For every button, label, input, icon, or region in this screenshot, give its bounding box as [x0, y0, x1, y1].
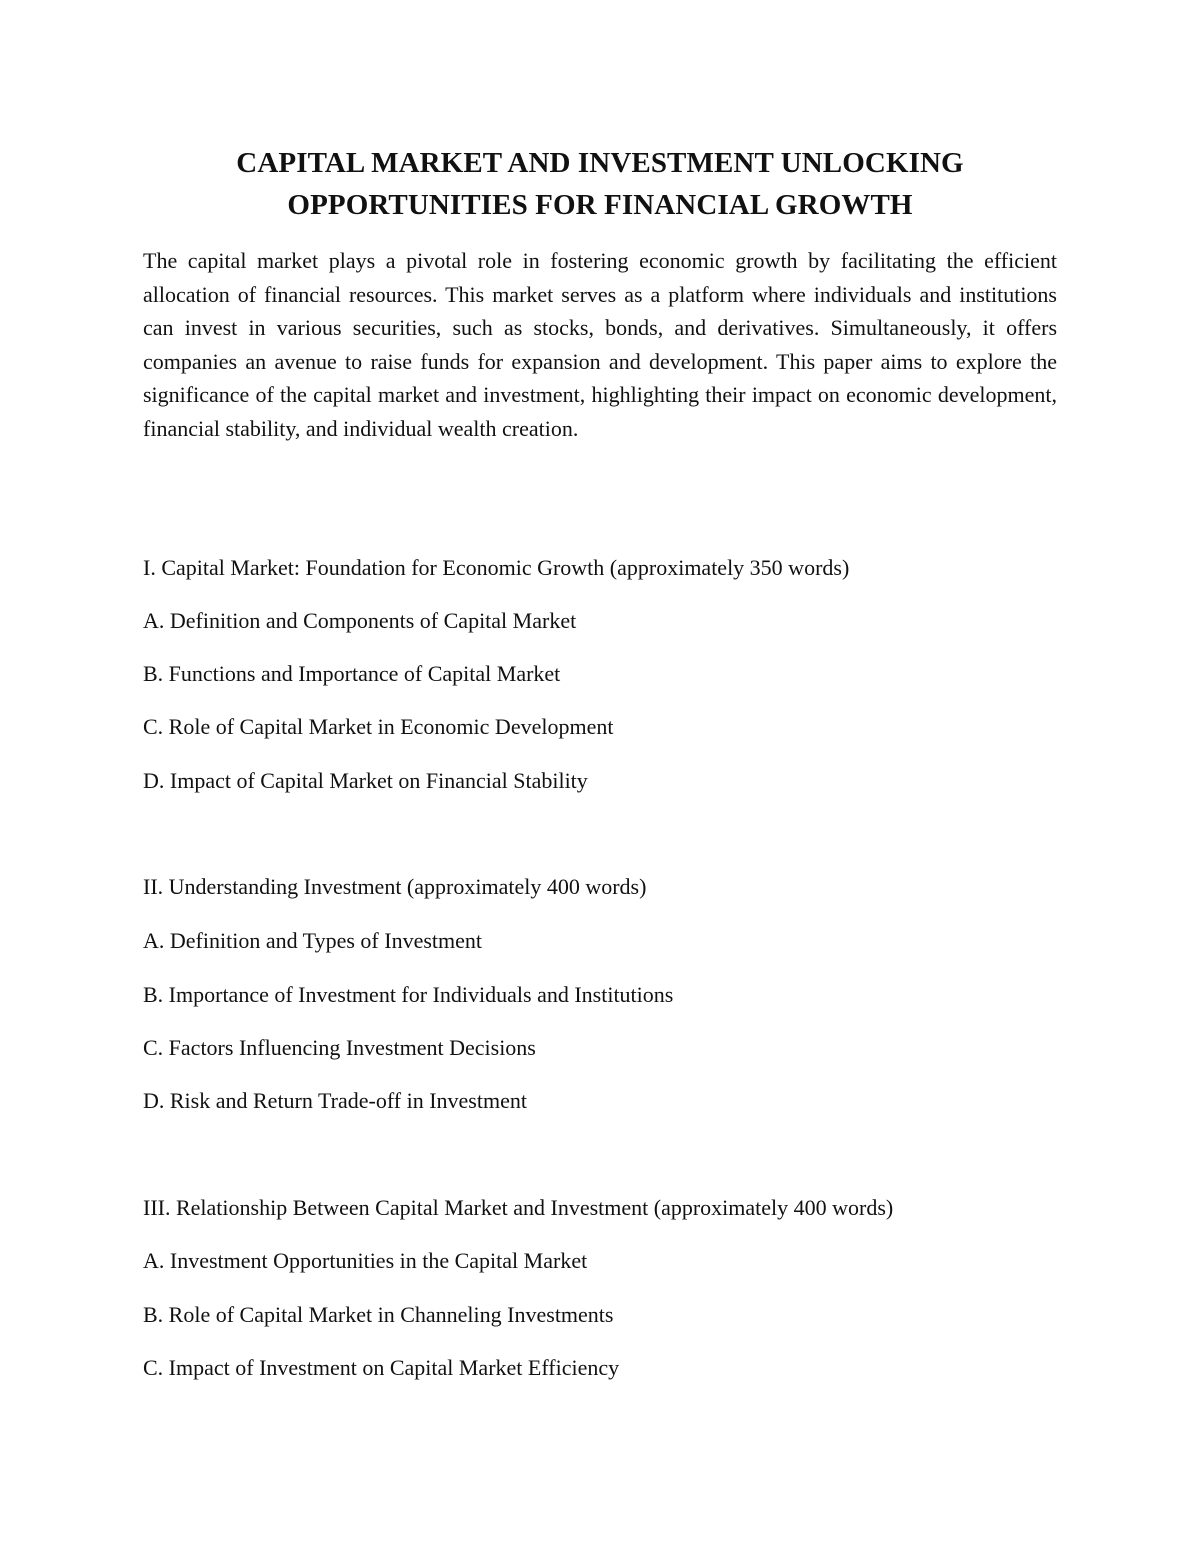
section-1-item-a: A. Definition and Components of Capital Market: [143, 608, 577, 633]
section-1-item-b: B. Functions and Importance of Capital Market: [143, 661, 561, 686]
section-3-heading: III. Relationship Between Capital Market and Investment (approximately 400 words): [143, 1195, 894, 1220]
section-2-item-a: A. Definition and Types of Investment: [143, 928, 482, 953]
title-line-1: CAPITAL MARKET AND INVESTMENT UNLOCKING: [236, 147, 964, 179]
section-1-heading: I. Capital Market: Foundation for Economic Growth (approximately 350 words): [143, 555, 850, 580]
intro-paragraph: The capital market plays a pivotal role in fostering economic growth by facilitating the efficient allocation of financial resources. This market serves as a platform where individuals and institutions can invest in various securities, such as stocks, bonds, and derivatives. Simultaneously, it offers companies an avenue to raise funds for expansion and development. This paper aims to explore the significance of the capital market and investment, highlighting their impact on economic development, financial stability, and individual wealth creation.: [143, 248, 1057, 441]
section-3-item-a: A. Investment Opportunities in the Capital Market: [143, 1248, 588, 1273]
section-3-item-b: B. Role of Capital Market in Channeling Investments: [143, 1302, 614, 1327]
section-3-item-c: C. Impact of Investment on Capital Market Efficiency: [143, 1355, 620, 1380]
title-line-2: OPPORTUNITIES FOR FINANCIAL GROWTH: [287, 189, 913, 221]
section-1-item-c: C. Role of Capital Market in Economic Development: [143, 714, 614, 739]
document-title: [143, 142, 1057, 226]
section-1-item-d: D. Impact of Capital Market on Financial Stability: [143, 768, 588, 793]
section-2-item-b: B. Importance of Investment for Individuals and Institutions: [143, 982, 674, 1007]
section-2-item-c: C. Factors Influencing Investment Decisions: [143, 1035, 536, 1060]
section-2-heading: II. Understanding Investment (approximately 400 words): [143, 874, 647, 899]
section-2-item-d: D. Risk and Return Trade-off in Investment: [143, 1088, 527, 1113]
